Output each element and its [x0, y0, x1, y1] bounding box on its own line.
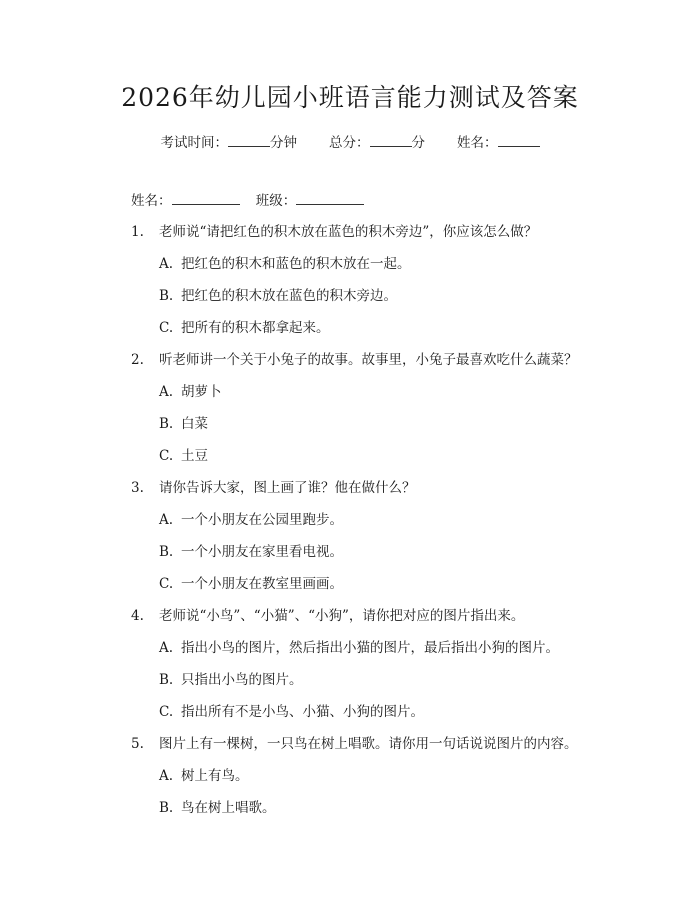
exam-time-blank — [228, 132, 270, 147]
question-number: 2. — [131, 352, 144, 368]
option-letter: B. — [159, 416, 174, 432]
total-score-blank — [370, 132, 412, 147]
option-text: 指出小鸟的图片，然后指出小猫的图片，最后指出小狗的图片。 — [181, 640, 559, 656]
total-score-field — [329, 132, 425, 153]
option-letter: C. — [159, 448, 174, 464]
question-2-option-b — [159, 414, 208, 434]
class-label: 班级： — [255, 193, 297, 209]
question-1-option-c — [159, 318, 330, 338]
question-text: 听老师讲一个关于小兔子的故事。故事里，小兔子最喜欢吃什么蔬菜？ — [159, 352, 578, 368]
header-name-label: 姓名： — [457, 135, 498, 151]
exam-time-unit: 分钟 — [270, 135, 297, 151]
question-3-option-c — [159, 574, 343, 594]
question-text: 老师说“请把红色的积木放在蓝色的积木旁边”，你应该怎么做？ — [159, 224, 538, 240]
option-text: 一个小朋友在公园里跑步。 — [181, 512, 343, 528]
option-text: 一个小朋友在教室里画画。 — [181, 576, 343, 592]
option-text: 把所有的积木都拿起来。 — [181, 320, 330, 336]
question-5-option-a — [159, 766, 249, 786]
question-1 — [131, 222, 537, 242]
class-blank — [296, 190, 364, 205]
option-text: 土豆 — [181, 448, 208, 464]
option-text: 胡萝卜 — [181, 384, 222, 400]
option-letter: A. — [159, 256, 174, 272]
question-3-option-b — [159, 542, 343, 562]
option-text: 只指出小鸟的图片。 — [181, 672, 303, 688]
option-text: 鸟在树上唱歌。 — [181, 800, 276, 816]
class-field — [256, 193, 365, 209]
question-5-option-b — [159, 798, 276, 818]
option-letter: C. — [159, 704, 174, 720]
question-2-option-c — [159, 446, 208, 466]
question-5 — [131, 734, 578, 754]
question-1-option-a — [159, 254, 411, 274]
option-text: 一个小朋友在家里看电视。 — [181, 544, 343, 560]
question-2-option-a — [159, 382, 222, 402]
option-letter: A. — [159, 512, 174, 528]
question-text: 老师说“小鸟”、“小猫”、“小狗”，请你把对应的图片指出来。 — [159, 608, 525, 624]
question-number: 3. — [131, 480, 144, 496]
option-letter: C. — [159, 320, 174, 336]
question-3 — [131, 478, 416, 498]
exam-info-row — [0, 132, 700, 153]
question-4-option-a — [159, 638, 559, 658]
option-letter: B. — [159, 672, 174, 688]
question-number: 1. — [131, 224, 144, 240]
option-letter: C. — [159, 576, 174, 592]
question-4 — [131, 606, 524, 626]
question-1-option-b — [159, 286, 397, 306]
option-letter: B. — [159, 288, 174, 304]
question-text: 图片上有一棵树，一只鸟在树上唱歌。请你用一句话说说图片的内容。 — [159, 736, 578, 752]
student-name-field — [131, 193, 240, 209]
question-number: 4. — [131, 608, 144, 624]
option-text: 把红色的积木和蓝色的积木放在一起。 — [181, 256, 411, 272]
student-info-row — [131, 190, 376, 211]
student-name-label: 姓名： — [131, 193, 172, 209]
option-letter: A. — [159, 384, 174, 400]
header-name-field — [457, 132, 540, 153]
exam-time-field — [161, 132, 298, 153]
exam-time-label: 考试时间： — [160, 135, 228, 151]
total-score-unit: 分 — [411, 135, 425, 151]
option-letter: A. — [159, 640, 174, 656]
total-score-label: 总分： — [329, 135, 370, 151]
question-text: 请你告诉大家，图上画了谁？他在做什么？ — [159, 480, 416, 496]
option-letter: B. — [159, 800, 174, 816]
header-name-blank — [498, 132, 540, 147]
document-title: 2026年幼儿园小班语言能力测试及答案 — [121, 83, 579, 112]
question-4-option-c — [159, 702, 424, 722]
student-name-blank — [172, 190, 240, 205]
option-text: 指出所有不是小鸟、小猫、小狗的图片。 — [181, 704, 424, 720]
question-4-option-b — [159, 670, 303, 690]
option-text: 白菜 — [181, 416, 208, 432]
option-text: 树上有鸟。 — [181, 768, 249, 784]
question-number: 5. — [131, 736, 144, 752]
option-text: 把红色的积木放在蓝色的积木旁边。 — [181, 288, 397, 304]
question-3-option-a — [159, 510, 343, 530]
option-letter: A. — [159, 768, 174, 784]
option-letter: B. — [159, 544, 174, 560]
question-2 — [131, 350, 578, 370]
